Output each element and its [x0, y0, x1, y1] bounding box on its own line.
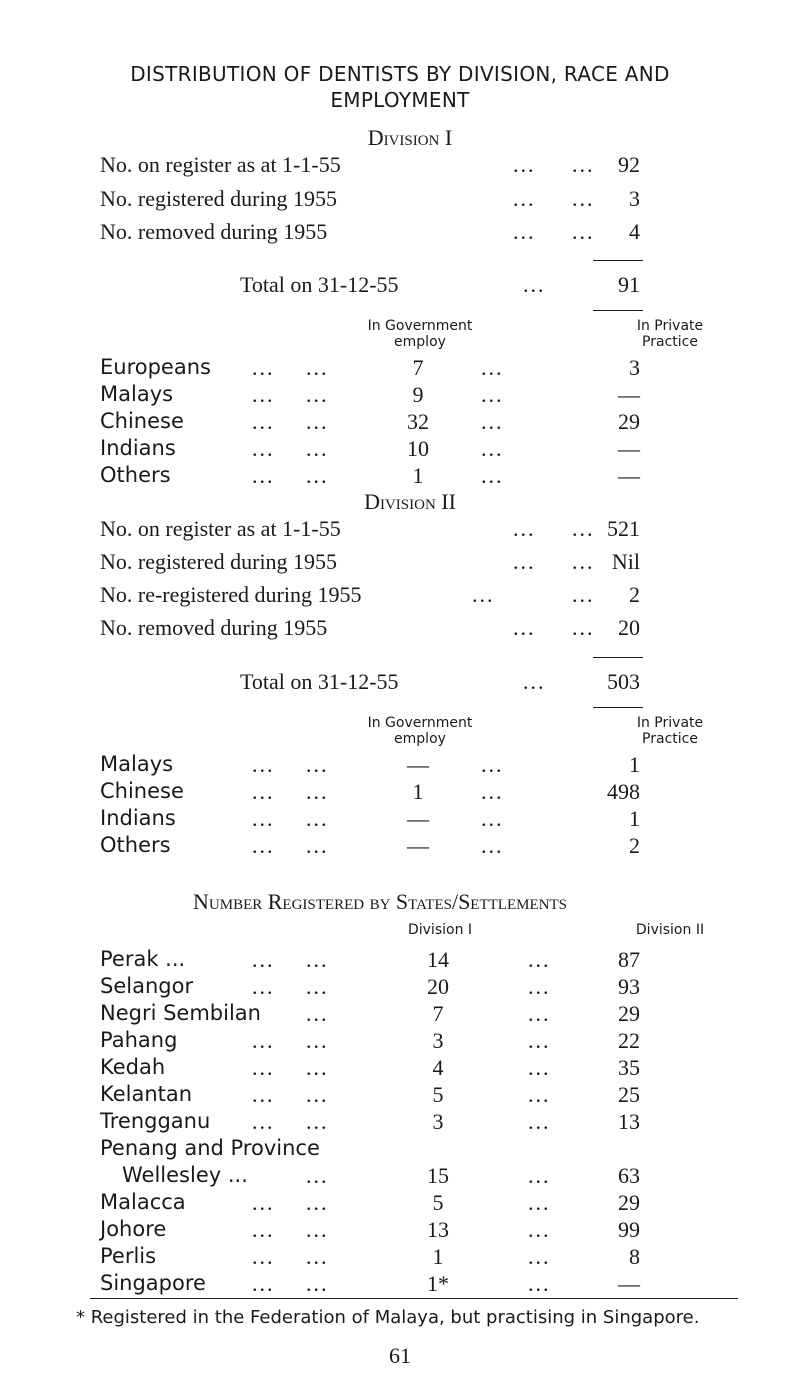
dots: ... [306, 1271, 329, 1296]
div2-count: 22 [618, 1028, 640, 1053]
state-label: Trengganu [100, 1109, 211, 1133]
dots: ... [528, 974, 551, 999]
dots: ... [252, 806, 275, 831]
private-value: 498 [607, 779, 640, 804]
state-label: Perak ... [100, 947, 186, 971]
dots: ... [528, 1190, 551, 1215]
div1-count: 4 [432, 1055, 444, 1080]
div2-col-gov-heading: In Government employ [367, 715, 473, 747]
dots: ... [306, 1001, 329, 1026]
private-value: 1 [629, 806, 640, 831]
private-value: 3 [629, 355, 640, 380]
div1-count: 15 [427, 1163, 449, 1188]
div2-count: 29 [618, 1001, 640, 1026]
dots: ... [252, 1109, 275, 1134]
state-label: Kedah [100, 1055, 166, 1079]
dots: ... [252, 1217, 275, 1242]
div1-count: 13 [427, 1217, 449, 1242]
div2-reregistered-label: No. re-registered during 1955 [100, 582, 362, 607]
total-rule-top [593, 657, 643, 658]
div1-registered-value: 3 [629, 186, 640, 211]
dots: ... [306, 806, 329, 831]
state-label-cont: Wellesley ... [122, 1163, 248, 1187]
div1-register-value: 92 [618, 152, 640, 177]
div2-count: 29 [618, 1190, 640, 1215]
state-label: Malacca [100, 1190, 186, 1214]
dots: ... [306, 436, 329, 461]
division-1-heading: Division I [367, 125, 453, 150]
dots: ... [306, 1163, 329, 1188]
dots: ... [306, 752, 329, 777]
div1-count: 3 [432, 1109, 444, 1134]
div1-count: 14 [427, 947, 449, 972]
dots: ... [481, 463, 504, 488]
document-title-line1: DISTRIBUTION OF DENTISTS BY DIVISION, RACE AND [130, 62, 670, 86]
dots: ... [252, 463, 275, 488]
div1-registered-label: No. registered during 1955 [100, 186, 338, 211]
div1-count: 5 [432, 1082, 444, 1107]
document-title-line2: EMPLOYMENT [330, 88, 470, 112]
dots: ... [252, 1271, 275, 1296]
private-value: — [618, 463, 640, 488]
private-value: 2 [629, 833, 640, 858]
div2-removed-value: 20 [618, 615, 640, 640]
dots: ... [481, 409, 504, 434]
div2-registered-label: No. registered during 1955 [100, 549, 338, 574]
race-label: Malays [100, 752, 174, 776]
dots: ... [528, 1082, 551, 1107]
total-rule-bottom [593, 707, 643, 708]
dots: ... [306, 1217, 329, 1242]
state-label: Selangor [100, 974, 194, 998]
div2-count: 63 [618, 1163, 640, 1188]
state-label: Negri Sembilan [100, 1001, 261, 1025]
div2-count: 87 [618, 947, 640, 972]
private-value: — [618, 382, 640, 407]
dots: ... [513, 549, 536, 574]
race-label: Europeans [100, 355, 211, 379]
dots: ... [252, 1028, 275, 1053]
dots: ... [306, 947, 329, 972]
dots: ... [572, 615, 595, 640]
dots: ... [528, 1055, 551, 1080]
dots: ... [252, 947, 275, 972]
div2-count: 35 [618, 1055, 640, 1080]
div2-removed-label: No. removed during 1955 [100, 615, 328, 640]
div2-total-label: Total on 31-12-55 [240, 669, 399, 694]
dots: ... [306, 833, 329, 858]
div2-reregistered-value: 2 [629, 582, 640, 607]
div1-count: 20 [427, 974, 449, 999]
dots: ... [528, 1244, 551, 1269]
state-label: Kelantan [100, 1082, 193, 1106]
dots: ... [572, 152, 595, 177]
div1-col-gov-heading: In Government employ [367, 318, 473, 350]
div2-count: — [618, 1271, 640, 1296]
dots: ... [528, 1163, 551, 1188]
dots: ... [528, 947, 551, 972]
div1-total-value: 91 [618, 272, 640, 297]
dots: ... [523, 272, 546, 297]
div2-count: 25 [618, 1082, 640, 1107]
dots: ... [481, 436, 504, 461]
div1-count: 3 [432, 1028, 444, 1053]
dots: ... [252, 752, 275, 777]
division-2-heading: Division II [364, 489, 456, 514]
private-value: — [618, 436, 640, 461]
dots: ... [252, 382, 275, 407]
states-col-div1: Division I [407, 922, 473, 938]
race-label: Chinese [100, 779, 184, 803]
div1-total-label: Total on 31-12-55 [240, 272, 399, 297]
dots: ... [528, 1271, 551, 1296]
gov-value: 32 [407, 409, 429, 434]
div2-register-label: No. on register as at 1-1-55 [100, 516, 341, 541]
dots: ... [572, 516, 595, 541]
div2-col-private-heading: In Private Practice [636, 715, 704, 747]
dots: ... [472, 582, 495, 607]
dots: ... [572, 186, 595, 211]
gov-value: 1 [412, 779, 424, 804]
div2-total-value: 503 [607, 669, 640, 694]
dots: ... [513, 152, 536, 177]
total-rule-bottom [593, 310, 643, 311]
gov-value: — [407, 752, 429, 777]
dots: ... [306, 779, 329, 804]
dots: ... [572, 582, 595, 607]
total-rule-top [593, 260, 643, 261]
dots: ... [252, 1190, 275, 1215]
gov-value: 1 [412, 463, 424, 488]
race-label: Malays [100, 382, 174, 406]
state-label: Singapore [100, 1271, 206, 1295]
dots: ... [306, 1190, 329, 1215]
race-label: Others [100, 833, 171, 857]
dots: ... [306, 1028, 329, 1053]
dots: ... [252, 1082, 275, 1107]
dots: ... [306, 409, 329, 434]
dots: ... [481, 382, 504, 407]
div2-registered-value: Nil [611, 549, 640, 574]
dots: ... [481, 355, 504, 380]
dots: ... [513, 516, 536, 541]
states-heading: Number Registered by States/Settlements [193, 889, 567, 914]
div1-count: 7 [432, 1001, 444, 1026]
dots: ... [306, 1244, 329, 1269]
div2-count: 8 [629, 1244, 640, 1269]
dots: ... [513, 186, 536, 211]
state-label: Pahang [100, 1028, 178, 1052]
dots: ... [252, 1244, 275, 1269]
dots: ... [528, 1109, 551, 1134]
states-col-div2: Division II [635, 922, 705, 938]
dots: ... [306, 1055, 329, 1080]
div2-count: 93 [618, 974, 640, 999]
race-label: Others [100, 463, 171, 487]
dots: ... [481, 752, 504, 777]
dots: ... [481, 779, 504, 804]
div1-col-private-heading: In Private Practice [636, 318, 704, 350]
footnote-rule [90, 1298, 738, 1299]
dots: ... [306, 463, 329, 488]
dots: ... [481, 806, 504, 831]
dots: ... [306, 1109, 329, 1134]
div2-count: 99 [618, 1217, 640, 1242]
footnote: * Registered in the Federation of Malaya, but practising in Singapore. [76, 1307, 700, 1328]
div1-removed-label: No. removed during 1955 [100, 219, 328, 244]
gov-value: 9 [412, 382, 424, 407]
dots: ... [252, 833, 275, 858]
div1-removed-value: 4 [629, 219, 640, 244]
dots: ... [252, 974, 275, 999]
state-label: Perlis [100, 1244, 157, 1268]
race-label: Indians [100, 436, 176, 460]
dots: ... [528, 1028, 551, 1053]
dots: ... [252, 409, 275, 434]
gov-value: 7 [412, 355, 424, 380]
dots: ... [572, 549, 595, 574]
div1-count: 1 [432, 1244, 444, 1269]
div1-register-label: No. on register as at 1-1-55 [100, 152, 341, 177]
dots: ... [252, 436, 275, 461]
div2-count: 13 [618, 1109, 640, 1134]
div2-register-value: 521 [607, 516, 640, 541]
gov-value: — [407, 833, 429, 858]
state-label: Penang and Province [100, 1136, 320, 1160]
dots: ... [252, 1055, 275, 1080]
div1-count: 1* [427, 1271, 449, 1296]
dots: ... [513, 219, 536, 244]
dots: ... [306, 382, 329, 407]
dots: ... [481, 833, 504, 858]
gov-value: — [407, 806, 429, 831]
dots: ... [252, 779, 275, 804]
dots: ... [306, 974, 329, 999]
gov-value: 10 [407, 436, 429, 461]
page-number: 61 [389, 1343, 411, 1368]
div1-count: 5 [432, 1190, 444, 1215]
race-label: Chinese [100, 409, 184, 433]
dots: ... [528, 1217, 551, 1242]
private-value: 29 [618, 409, 640, 434]
dots: ... [306, 1082, 329, 1107]
dots: ... [528, 1001, 551, 1026]
dots: ... [513, 615, 536, 640]
dots: ... [572, 219, 595, 244]
state-label: Johore [100, 1217, 167, 1241]
race-label: Indians [100, 806, 176, 830]
dots: ... [523, 669, 546, 694]
dots: ... [252, 355, 275, 380]
private-value: 1 [629, 752, 640, 777]
dots: ... [306, 355, 329, 380]
